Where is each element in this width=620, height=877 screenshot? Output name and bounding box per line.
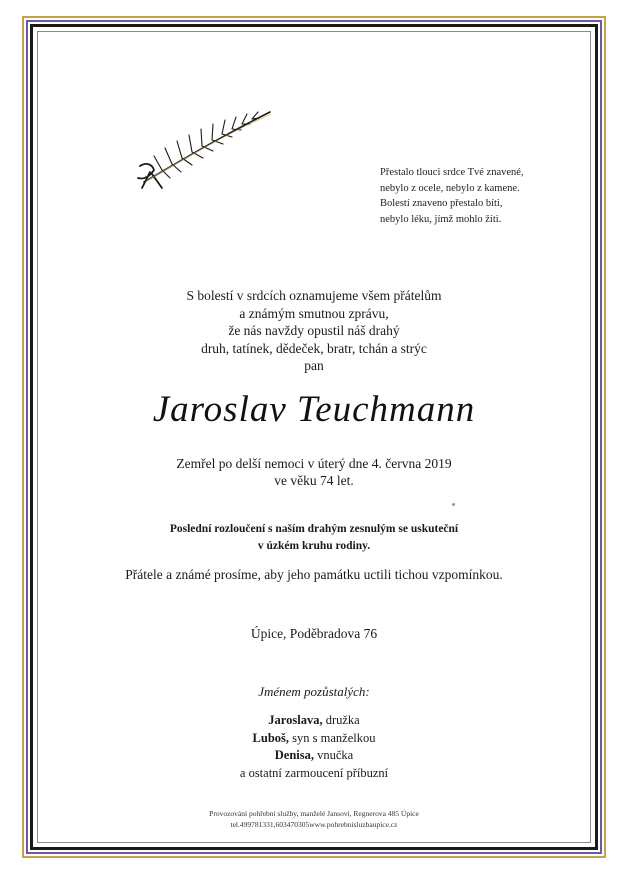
mourners-list (40, 712, 588, 782)
feather-icon (132, 108, 282, 190)
announcement-line: S bolestí v srdcích oznamujeme všem přátelům (186, 288, 442, 303)
verse-line: nebylo z ocele, nebylo z kamene. (380, 182, 520, 194)
verse-line: nebylo léku, jímž mohlo žíti. (380, 213, 502, 225)
mourner-relation: syn s manželkou (289, 730, 376, 745)
announcement-line: že nás navždy opustil náš drahý (228, 323, 400, 338)
family-address: Úpice, Poděbradova 76 (250, 626, 378, 641)
mourner-relation: družka (322, 713, 360, 727)
announcement-line: druh, tatínek, dědeček, bratr, tchán a strýc (201, 340, 427, 356)
list-item (40, 712, 588, 730)
farewell-line: Poslední rozloučení s naším drahým zesnulým se uskuteční (169, 523, 459, 535)
footer-line: Provozování pohřební služby, manželé Jansovi, Regnerova 485 Úpice (209, 809, 419, 818)
announcement-line: a známým smutnou zprávu, (239, 305, 389, 321)
list-item (40, 747, 588, 765)
announcement-text (40, 287, 588, 375)
farewell-notice (40, 521, 588, 555)
mourner-name: Denisa, (274, 748, 314, 762)
farewell-line: v úzkém kruhu rodiny. (257, 540, 371, 552)
verse-line: Bolestí znaveno přestalo bíti, (380, 198, 503, 209)
remembrance-request: Přátele a známé prosíme, aby jeho památku uctili tichou vzpomínkou. (125, 567, 503, 582)
death-notice (40, 455, 588, 489)
list-item (40, 730, 588, 748)
mourner-name: Jaroslava, (268, 713, 323, 727)
funeral-service-footer (40, 808, 588, 830)
mourner-relation: a ostatní zarmoucení příbuzní (239, 765, 389, 780)
footer-line: tel.499781331,603470305www.pohrebnisluzbaupice.cz (230, 820, 398, 829)
mourner-name: Luboš, (252, 730, 290, 745)
death-date-line: Zemřel po delší nemoci v úterý dne 4. června 2019 (176, 456, 452, 471)
speck (452, 503, 455, 506)
announcement-line: pan (304, 358, 324, 373)
death-age-line: ve věku 74 let. (274, 473, 354, 488)
on-behalf-heading: Jménem pozůstalých: (258, 684, 370, 699)
verse-line: Přestalo tlouci srdce Tvé znavené, (380, 167, 524, 178)
deceased-name: Jaroslav Teuchmann (152, 389, 476, 430)
memorial-verse (380, 165, 570, 227)
list-item (40, 765, 588, 783)
mourner-relation: vnučka (314, 748, 354, 762)
